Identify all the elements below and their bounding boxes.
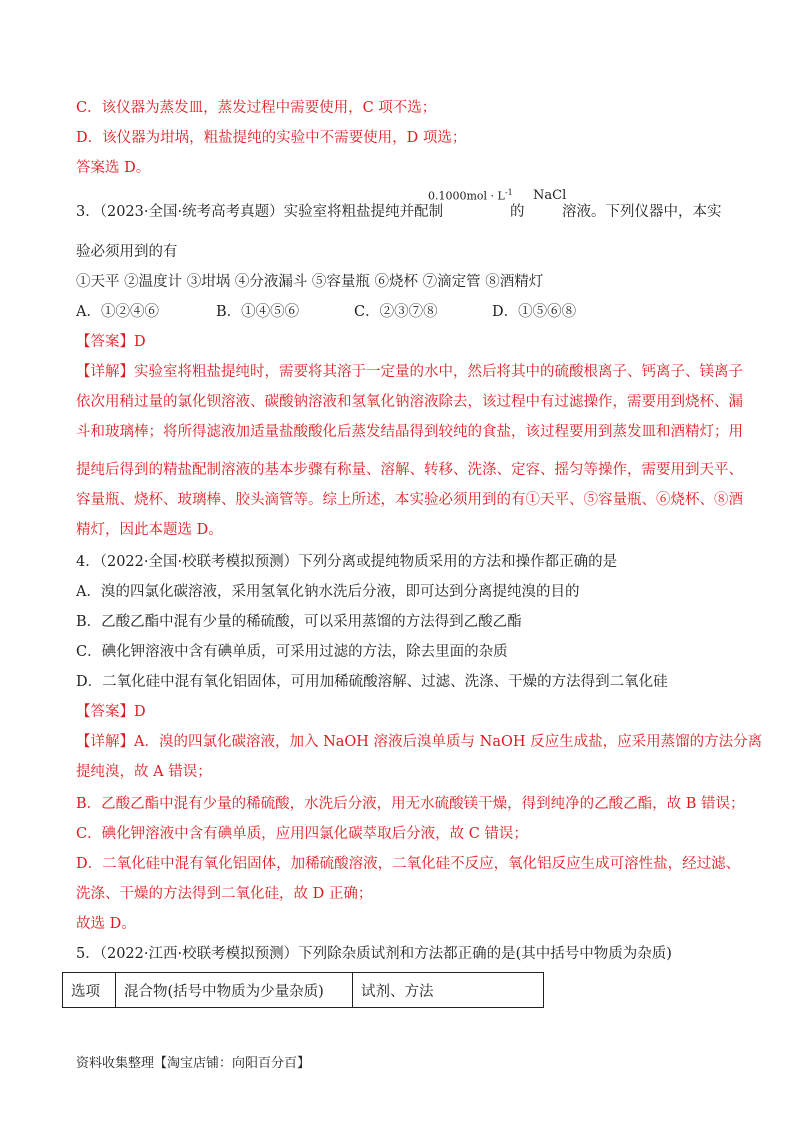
options-table [62, 972, 544, 1008]
option-a: A．溴的四氯化碳溶液，采用氢氧化钠水洗后分液，即可达到分离提纯溴的目的 [76, 584, 580, 600]
table-header-cell: 试剂、方法 [353, 973, 544, 1008]
explanation-line: C．碘化钾溶液中含有碘单质，应用四氯化碳萃取后分液，故 C 错误； [76, 826, 528, 842]
answer: 【答案】D [76, 704, 146, 720]
explanation-line: 提纯溴，故 A 错误； [76, 764, 212, 780]
option-c: C．②③⑦⑧ [354, 304, 438, 320]
concentration-value: 0.1000mol · L [428, 189, 505, 203]
concentration [428, 188, 513, 203]
explanation-line: D．二氧化硅中混有氧化铝固体，加稀硫酸溶液，二氧化硅不反应，氧化铝反应生成可溶性盐，经过滤、 [76, 856, 741, 872]
explanation-line: 容量瓶、烧杯、玻璃棒、胶头滴管等。综上所述，本实验必须用到的有①天平、⑤容量瓶、⑥烧杯、⑧酒 [76, 492, 743, 508]
explanation-line: 故选 D。 [76, 916, 136, 932]
explanation-line: 【详解】实验室将粗盐提纯时，需要将其溶于一定量的水中，然后将其中的硫酸根离子、钙离子、镁离子 [76, 364, 743, 380]
option-d: D．二氧化硅中混有氧化铝固体，可用加稀硫酸溶解、过滤、洗涤、干燥的方法得到二氧化硅 [76, 674, 668, 690]
explanation-line: 提纯后得到的精盐配制溶液的基本步骤有称量、溶解、转移、洗涤、定容、摇匀等操作，需要用到天平、 [76, 462, 743, 478]
concentration-exponent: -1 [504, 188, 513, 197]
option-b: B．①④⑤⑥ [216, 304, 300, 320]
nacl: NaCl [533, 188, 567, 203]
option-a: A．①②④⑥ [76, 304, 159, 320]
explanation-line: 【详解】A．溴的四氯化碳溶液，加入 NaOH 溶液后溴单质与 NaOH 反应生成盐，应采用蒸馏的方法分离 [76, 734, 763, 750]
text-line: C．该仪器为蒸发皿，蒸发过程中需要使用，C 项不选； [76, 100, 437, 116]
explanation-line: 依次用稍过量的氯化钡溶液、碳酸钠溶液和氢氧化钠溶液除去，该过程中有过滤操作，需要用到烧杯、漏 [76, 394, 743, 410]
table-header-row [63, 973, 544, 1008]
text-de: 的 [510, 204, 525, 220]
explanation-line: 斗和玻璃棒；将所得滤液加适量盐酸酸化后蒸发结晶得到较纯的食盐，该过程要用到蒸发皿和酒精灯；用 [76, 424, 743, 440]
explanation-line: 精灯，因此本题选 D。 [76, 522, 223, 538]
explanation-line: 洗涤、干燥的方法得到二氧化硅，故 D 正确； [76, 886, 373, 902]
option-c: C．碘化钾溶液中含有碘单质，可采用过滤的方法，除去里面的杂质 [76, 644, 508, 660]
question-5-stem: 5．（2022·江西·校联考模拟预测）下列除杂质试剂和方法都正确的是(其中括号中物质为杂质) [76, 946, 672, 962]
text-line: 答案选 D。 [76, 160, 151, 176]
page-footer: 资料收集整理【淘宝店铺：向阳百分百】 [76, 1056, 311, 1071]
question-4-stem: 4．（2022·全国·校联考模拟预测）下列分离或提纯物质采用的方法和操作都正确的是 [76, 554, 618, 570]
option-b: B．乙酸乙酯中混有少量的稀硫酸，可以采用蒸馏的方法得到乙酸乙酯 [76, 614, 522, 630]
question-3-stem-2: 验必须用到的有 [76, 244, 178, 260]
question-3-items: ①天平 ②温度计 ③坩埚 ④分液漏斗 ⑤容量瓶 ⑥烧杯 ⑦滴定管 ⑧酒精灯 [76, 274, 544, 290]
question-3-stem-end: 溶液。下列仪器中，本实 [562, 204, 722, 220]
table-header-cell: 混合物(括号中物质为少量杂质) [116, 973, 353, 1008]
table-header-cell: 选项 [63, 973, 116, 1008]
question-3-stem: 3．（2023·全国·统考高考真题）实验室将粗盐提纯并配制 [76, 204, 444, 220]
option-d: D．①⑤⑥⑧ [492, 304, 577, 320]
explanation-line: B．乙酸乙酯中混有少量的稀硫酸，水洗后分液，用无水硫酸镁干燥，得到纯净的乙酸乙酯，故 B 错误； [76, 796, 745, 812]
answer: 【答案】D [76, 334, 146, 350]
text-line: D．该仪器为坩埚，粗盐提纯的实验中不需要使用，D 项选； [76, 130, 467, 146]
